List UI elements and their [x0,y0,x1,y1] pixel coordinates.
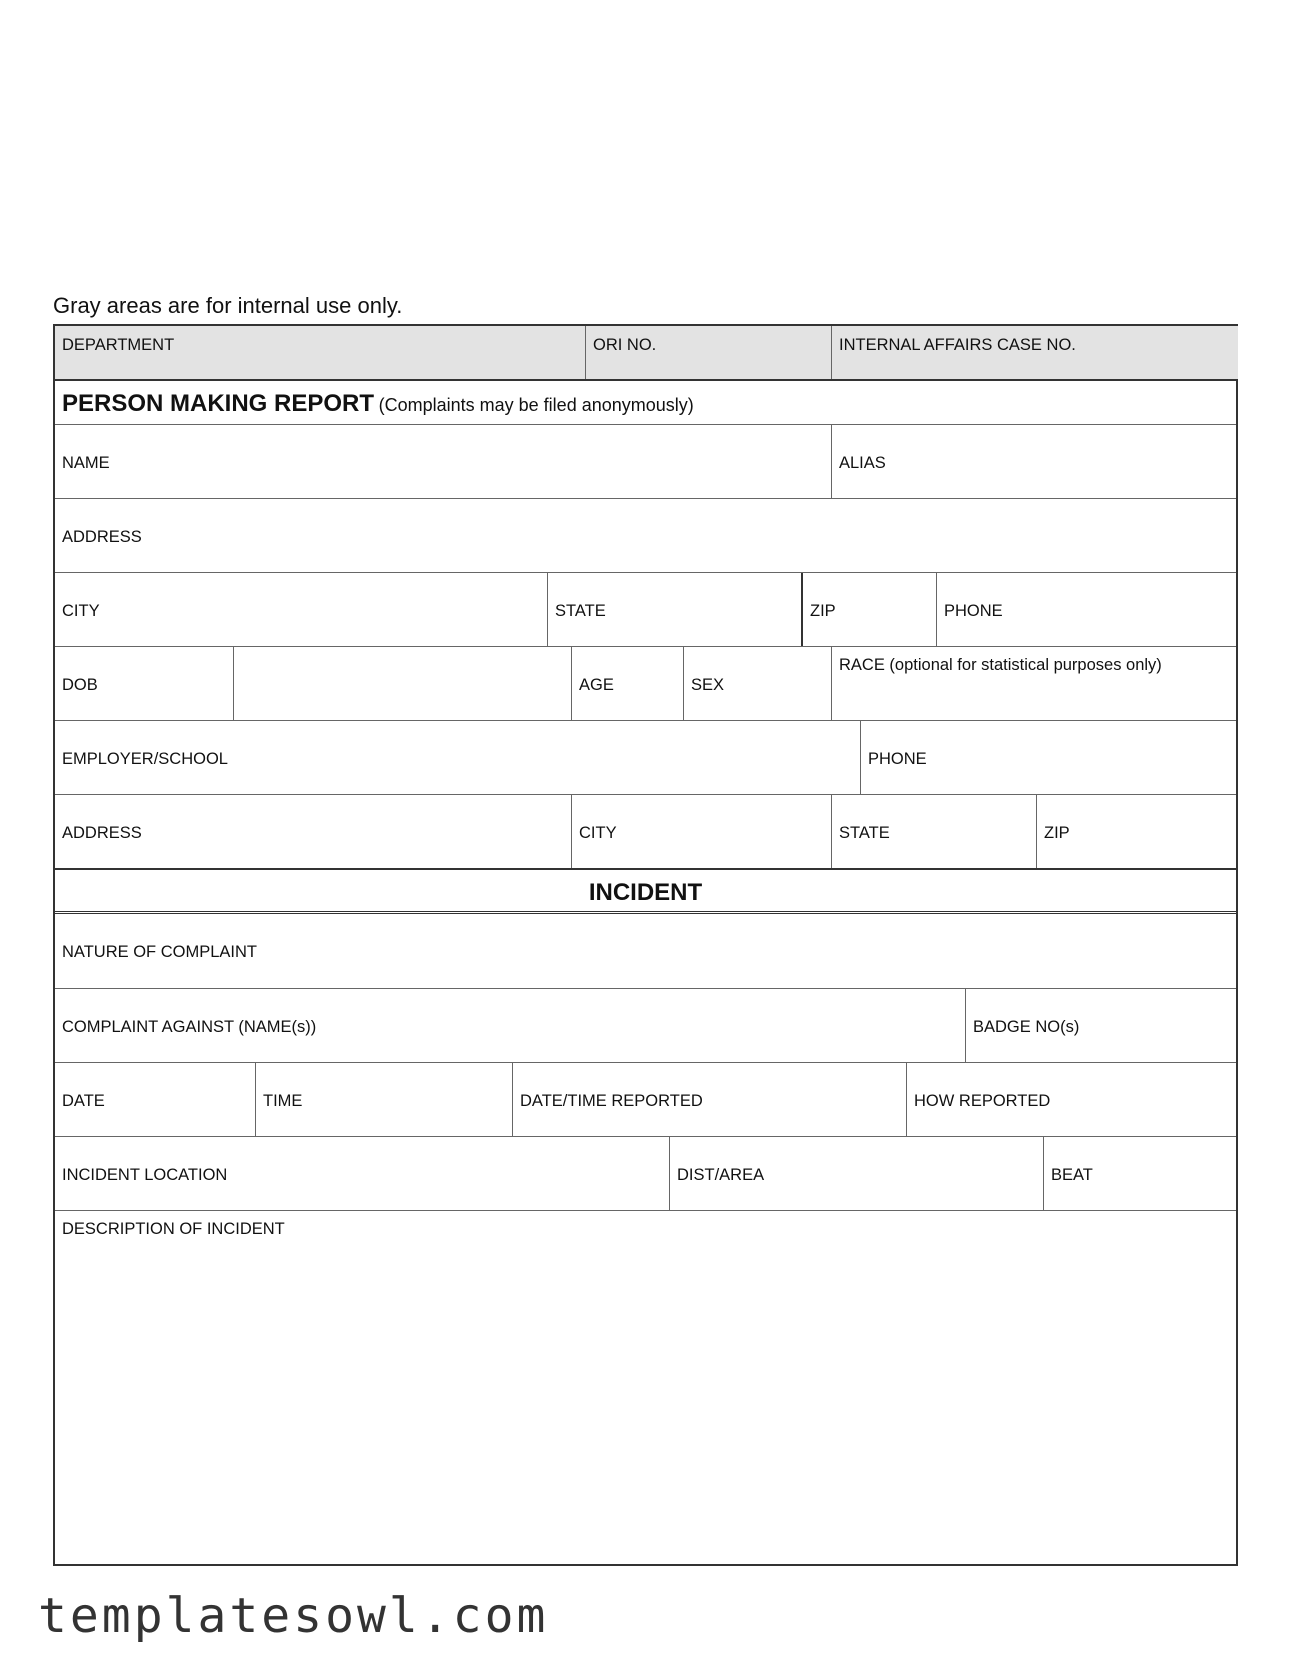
zip-label: ZIP [810,602,836,620]
address-row [55,498,1236,572]
incident-section-header [55,868,1236,914]
person-section-subtitle: (Complaints may be filed anonymously) [378,395,694,415]
race-field[interactable] [831,647,1238,720]
city-field[interactable] [55,573,547,646]
dob-field[interactable] [55,647,233,720]
phone-label: PHONE [944,602,1003,620]
beat-field[interactable] [1043,1137,1238,1210]
dist-area-field[interactable] [669,1137,1043,1210]
employer-address-field[interactable] [55,795,571,868]
date-field[interactable] [55,1063,255,1136]
internal-use-note: Gray areas are for internal use only. [53,293,403,318]
alias-field[interactable] [831,425,1238,498]
location-label: INCIDENT LOCATION [62,1166,228,1184]
phone-field[interactable] [936,573,1238,646]
how-reported-label: HOW REPORTED [914,1092,1051,1110]
badge-label: BADGE NO(s) [973,1018,1080,1036]
description-field[interactable] [55,1211,1236,1564]
employer-state-field[interactable] [831,795,1036,868]
employer-phone-field[interactable] [860,721,1238,794]
employer-address-row [55,794,1236,868]
employer-zip-field[interactable] [1036,795,1238,868]
employer-city-label: CITY [579,824,617,842]
employer-address-label: ADDRESS [62,824,142,842]
alias-label: ALIAS [839,454,886,472]
nature-label: NATURE OF COMPLAINT [62,943,257,961]
employer-city-field[interactable] [571,795,831,868]
employer-label: EMPLOYER/SCHOOL [62,750,228,768]
state-label: STATE [555,602,606,620]
time-field[interactable] [255,1063,512,1136]
name-row [55,424,1236,498]
location-field[interactable] [55,1137,669,1210]
employer-row [55,720,1236,794]
badge-field[interactable] [965,989,1238,1062]
internal-row [55,326,1236,379]
watermark-text: templatesowl.com [38,1588,549,1644]
reported-field[interactable] [512,1063,906,1136]
incident-section-title: INCIDENT [588,879,703,906]
person-section-title: PERSON MAKING REPORT [62,390,375,417]
reported-label: DATE/TIME REPORTED [520,1092,703,1110]
employer-phone-label: PHONE [868,750,927,768]
how-reported-field[interactable] [906,1063,1238,1136]
nature-field[interactable] [55,914,1236,988]
employer-zip-label: ZIP [1044,824,1070,842]
zip-field[interactable] [801,573,936,646]
complaint-form [53,324,1238,1566]
ori-no-label: ORI NO. [593,336,657,354]
age-label: AGE [579,676,614,694]
address-field[interactable] [55,499,1236,572]
against-row [55,988,1236,1062]
dob-value-field[interactable] [233,647,571,720]
beat-label: BEAT [1051,1166,1093,1184]
nature-row [55,914,1236,988]
employer-state-label: STATE [839,824,890,842]
ia-case-no-field[interactable] [831,326,1238,379]
city-row [55,572,1236,646]
department-label: DEPARTMENT [62,336,175,354]
time-label: TIME [263,1092,303,1110]
description-label: DESCRIPTION OF INCIDENT [62,1220,285,1238]
person-section-header [55,379,1236,424]
dist-area-label: DIST/AREA [677,1166,765,1184]
sex-label: SEX [691,676,725,694]
against-field[interactable] [55,989,965,1062]
ori-no-field[interactable] [585,326,831,379]
city-label: CITY [62,602,100,620]
age-field[interactable] [571,647,683,720]
address-label: ADDRESS [62,528,142,546]
against-label: COMPLAINT AGAINST (NAME(s)) [62,1018,317,1036]
race-label: RACE (optional for statistical purposes only) [839,656,1162,674]
description-row [55,1210,1236,1564]
name-field[interactable] [55,425,831,498]
employer-field[interactable] [55,721,860,794]
date-row [55,1062,1236,1136]
sex-field[interactable] [683,647,831,720]
state-field[interactable] [547,573,801,646]
dob-label: DOB [62,676,98,694]
ia-case-no-label: INTERNAL AFFAIRS CASE NO. [839,336,1076,354]
name-label: NAME [62,454,110,472]
dob-row [55,646,1236,720]
department-field[interactable] [55,326,585,379]
location-row [55,1136,1236,1210]
date-label: DATE [62,1092,105,1110]
